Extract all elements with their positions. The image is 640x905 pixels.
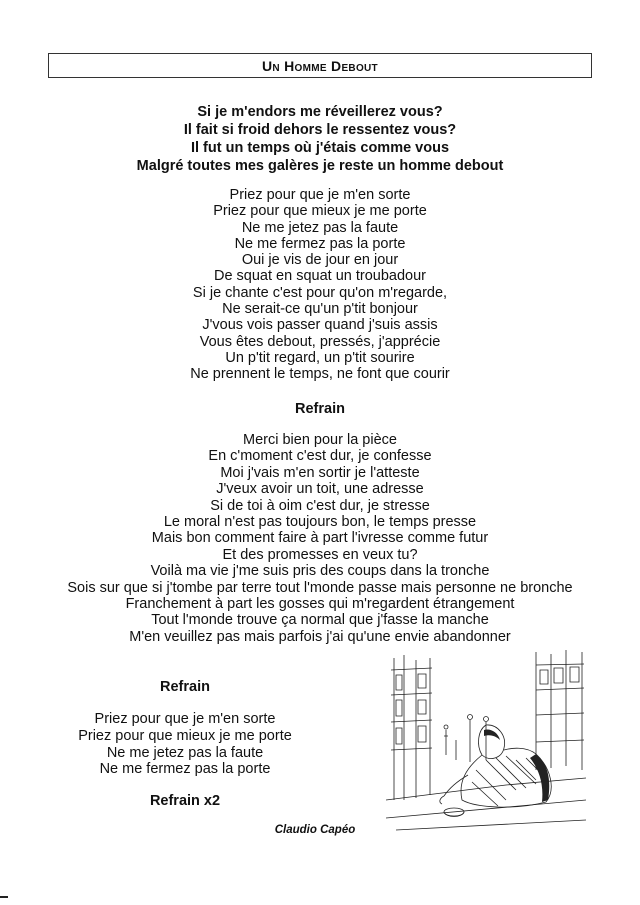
verse-line: M'en veuillez pas mais parfois j'ai qu'une envie abandonner [129, 628, 511, 645]
verse-line: Mais bon comment faire à part l'ivresse comme futur [151, 530, 489, 547]
refrain-label: Refrain [160, 679, 210, 695]
verse-line: Moi j'vais m'en sortir je l'atteste [220, 464, 420, 481]
verse-line: Franchement à part les gosses qui m'regardent étrangement [125, 596, 515, 613]
verse-line: Priez pour que je m'en sorte [229, 187, 411, 203]
verse-line: Un p'tit regard, un p'tit sourire [225, 349, 415, 366]
verse-line: J'veux avoir un toit, une adresse [216, 481, 424, 498]
title-box [48, 53, 592, 78]
intro-line: Il fut un temps où j'étais comme vous [190, 140, 450, 156]
homeless-man-sketch-icon [386, 650, 586, 840]
verse-line: Oui je vis de jour en jour [241, 252, 399, 269]
verse-line: Voilà ma vie j'me suis pris des coups dans la tronche [150, 563, 490, 580]
intro-stanza [20, 103, 620, 175]
verse-line: Vous êtes debout, pressés, j'apprécie [199, 333, 441, 350]
verse-2 [20, 432, 620, 645]
verse-line: Ne prennent le temps, ne font que courir [190, 366, 450, 383]
verse-line: Priez pour que mieux je me porte [213, 203, 427, 220]
verse-1 [20, 187, 620, 383]
refrain-repeat-label: Refrain x2 [149, 793, 221, 809]
verse-line: Ne serait-ce qu'un p'tit bonjour [222, 301, 418, 318]
intro-line: Si je m'endors me réveillerez vous? [197, 104, 443, 120]
verse-line: Ne me jetez pas la faute [241, 219, 399, 236]
verse-line: Ne me fermez pas la porte [234, 235, 406, 252]
verse-line: En c'moment c'est dur, je confesse [208, 448, 432, 465]
verse-line: De squat en squat un troubadour [213, 268, 426, 285]
page-edge-mark [0, 896, 8, 898]
author-credit: Claudio Capéo [274, 824, 356, 836]
verse-line: Sois sur que si j'tombe par terre tout l'monde passe mais personne ne bronche [67, 579, 573, 596]
verse-line: Tout l'monde trouve ça normal que j'fasse la manche [151, 612, 489, 629]
verse-line: Si je chante c'est pour qu'on m'regarde, [192, 284, 448, 301]
verse-line: Et des promesses en veux tu? [222, 546, 418, 563]
intro-line: Il fait si froid dehors le ressentez vous? [183, 122, 457, 138]
verse-line: Si de toi à oim c'est dur, je stresse [210, 497, 430, 514]
refrain-label: Refrain [295, 401, 345, 417]
song-title: Un Homme Debout [262, 57, 378, 74]
verse-line: J'vous vois passer quand j'suis assis [202, 317, 438, 334]
chorus-line: Ne me jetez pas la faute [106, 744, 264, 761]
chorus-line: Priez pour que mieux je me porte [78, 727, 292, 744]
chorus-line: Priez pour que je m'en sorte [94, 711, 276, 727]
chorus-short [40, 711, 330, 778]
intro-line: Malgré toutes mes galères je reste un homme debout [136, 158, 504, 174]
verse-line: Le moral n'est pas toujours bon, le temps presse [163, 514, 477, 531]
chorus-line: Ne me fermez pas la porte [99, 761, 271, 778]
verse-line: Merci bien pour la pièce [243, 432, 397, 448]
